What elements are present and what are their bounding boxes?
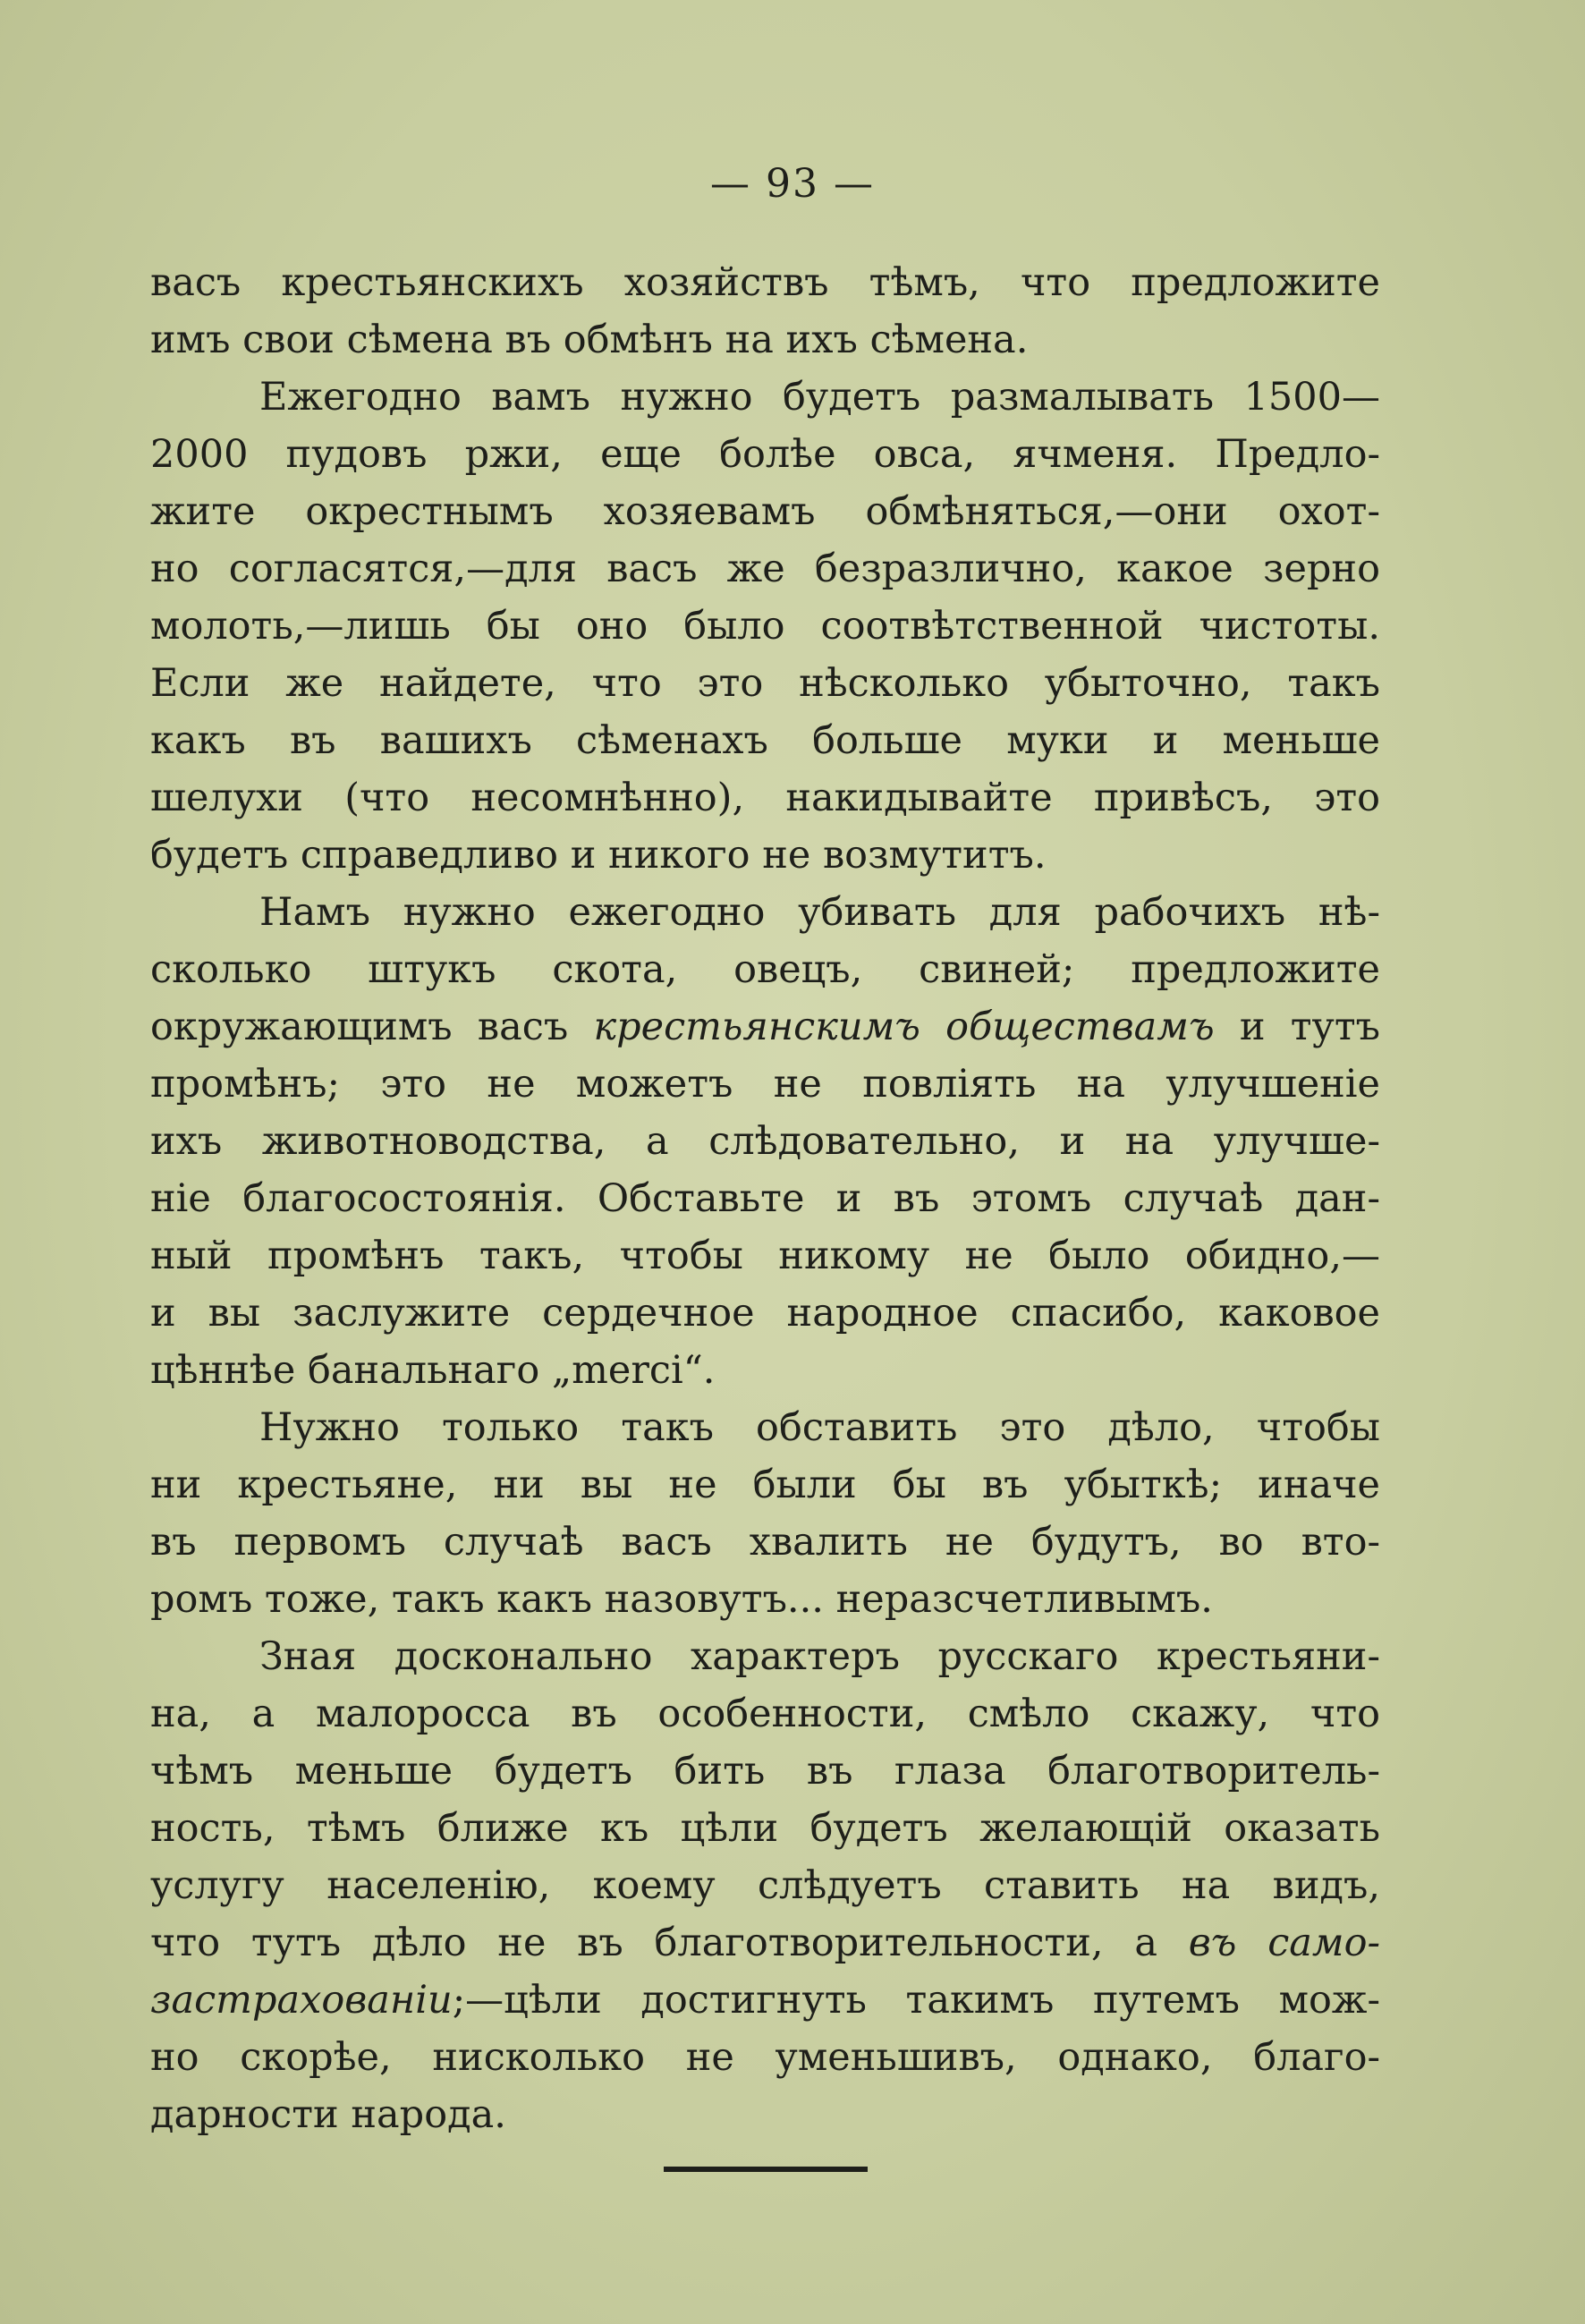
text-line: ни крестьяне, ни вы не были бы въ убыткѣ; иначе bbox=[150, 1463, 1380, 1507]
text-line bbox=[150, 1914, 1380, 1972]
text-run: окружающимъ васъ bbox=[150, 1005, 594, 1049]
text-line: сколько штукъ скота, овецъ, свиней; предложите bbox=[150, 947, 1380, 992]
text-line bbox=[150, 1972, 1380, 2029]
text-line: въ первомъ случаѣ васъ хвалить не будутъ, во вто- bbox=[150, 1520, 1380, 1565]
text-line: Зная досконально характеръ русскаго крестьяни- bbox=[259, 1634, 1380, 1679]
text-line: Если же найдете, что это нѣсколько убыточно, такъ bbox=[150, 661, 1380, 706]
text-line: но скорѣе, нисколько не уменьшивъ, однако, благо- bbox=[150, 2035, 1380, 2080]
text-line bbox=[150, 998, 1380, 1056]
text-line: какъ въ вашихъ сѣменахъ больше муки и меньше bbox=[150, 718, 1380, 763]
text-line: услугу населенію, коему слѣдуетъ ставить на видъ, bbox=[150, 1863, 1380, 1908]
text-line: 2000 пудовъ ржи, еще болѣе овса, ячменя. Предло- bbox=[150, 432, 1380, 477]
text-line: и вы заслужите сердечное народное спасибо, каковое bbox=[150, 1291, 1380, 1336]
text-line: ихъ животноводства, а слѣдовательно, и на улучше- bbox=[150, 1119, 1380, 1164]
italic-emphasis: застрахованіи bbox=[150, 1978, 453, 2023]
italic-emphasis: крестьянскимъ обществамъ bbox=[593, 1005, 1215, 1049]
text-line: Намъ нужно ежегодно убивать для рабочихъ нѣ- bbox=[259, 890, 1380, 935]
text-run: и тутъ bbox=[1214, 1005, 1381, 1049]
text-line: будетъ справедливо и никого не возмутитъ. bbox=[150, 833, 1047, 878]
text-line: ніе благосостоянія. Обставьте и въ этомъ случаѣ дан- bbox=[150, 1176, 1380, 1221]
text-line: имъ свои сѣмена въ обмѣнъ на ихъ сѣмена. bbox=[150, 318, 1029, 362]
text-line: Нужно только такъ обставить это дѣло, чтобы bbox=[259, 1405, 1380, 1450]
end-rule bbox=[664, 2167, 868, 2172]
text-line: дарности народа. bbox=[150, 2092, 506, 2137]
text-line: шелухи (что несомнѣнно), накидывайте привѣсъ, это bbox=[150, 776, 1380, 820]
text-line: Ежегодно вамъ нужно будетъ размалывать 1500— bbox=[259, 375, 1380, 420]
text-line: но согласятся,—для васъ же безразлично, какое зерно bbox=[150, 547, 1380, 591]
text-line: цѣннѣе банальнаго „merci“. bbox=[150, 1348, 716, 1393]
text-line: чѣмъ меньше будетъ бить въ глаза благотворитель- bbox=[150, 1749, 1380, 1794]
text-line: ный промѣнъ такъ, чтобы никому не было обидно,— bbox=[150, 1234, 1380, 1278]
text-line: промѣнъ; это не можетъ не повліять на улучшеніе bbox=[150, 1062, 1380, 1107]
italic-emphasis: въ само- bbox=[1188, 1921, 1380, 1965]
text-line: на, а малоросса въ особенности, смѣло скажу, что bbox=[150, 1692, 1380, 1736]
text-run: ;—цѣли достигнуть такимъ путемъ мож- bbox=[452, 1978, 1380, 2023]
text-line: ромъ тоже, такъ какъ назовутъ... неразсчетливымъ. bbox=[150, 1577, 1213, 1622]
text-line: жите окрестнымъ хозяевамъ обмѣняться,—они охот- bbox=[150, 489, 1380, 534]
body-text bbox=[150, 254, 1380, 2143]
text-line: молоть,—лишь бы оно было соотвѣтственной чистоты. bbox=[150, 604, 1380, 649]
text-line: ность, тѣмъ ближе къ цѣли будетъ желающій оказать bbox=[150, 1806, 1380, 1851]
text-run: что тутъ дѣло не въ благотворительности, а bbox=[150, 1921, 1189, 1965]
page-number: — 93 — bbox=[710, 161, 875, 207]
text-line: васъ крестьянскихъ хозяйствъ тѣмъ, что предложите bbox=[150, 260, 1380, 305]
